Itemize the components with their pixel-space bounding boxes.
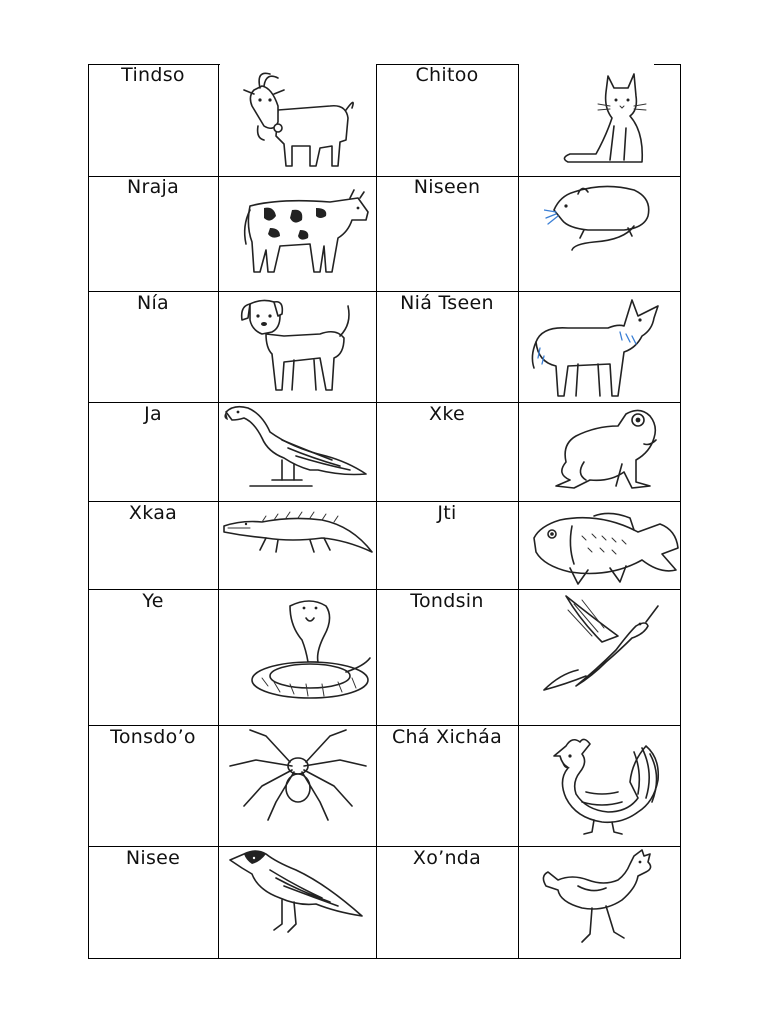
animal-name: Chitoo <box>415 64 479 86</box>
cat-icon <box>548 66 654 170</box>
fish-icon <box>530 508 680 590</box>
animal-name: Tondsin <box>410 590 484 612</box>
animal-name: Nraja <box>126 176 180 198</box>
rooster-icon <box>542 732 666 836</box>
animal-name: Ja <box>144 403 162 425</box>
grid-line <box>88 958 681 959</box>
grid-line <box>654 64 681 65</box>
spider-icon <box>226 726 370 822</box>
animal-name: Xkaa <box>128 502 178 524</box>
grid-line <box>218 64 219 959</box>
rat-icon <box>544 180 656 252</box>
dog-icon <box>236 296 360 396</box>
animal-name: Jti <box>437 502 457 524</box>
animal-name: Niá Tseen <box>400 292 494 314</box>
animal-name: Xo’nda <box>412 847 482 869</box>
animal-name: Ye <box>142 590 164 612</box>
frog-icon <box>546 404 666 494</box>
animal-name: Tonsdo’o <box>110 726 196 748</box>
eagle-icon <box>222 404 368 492</box>
hen-icon <box>538 846 662 950</box>
crocodile-icon <box>222 506 376 562</box>
animal-name: Xke <box>429 403 465 425</box>
goat-icon <box>234 66 364 172</box>
cow-icon <box>240 186 374 278</box>
sparrow-icon <box>226 846 366 936</box>
animal-name: Nía <box>136 292 170 314</box>
cobra-icon <box>246 596 376 704</box>
hummingbird-icon <box>536 590 660 694</box>
animal-name: Chá Xicháa <box>391 726 503 748</box>
grid-line <box>518 64 519 959</box>
animal-name: Nisee <box>125 847 181 869</box>
grid-line <box>680 64 681 959</box>
animal-name: Niseen <box>413 176 481 198</box>
grid-line <box>376 64 377 959</box>
wolf-icon <box>528 296 668 400</box>
animal-name: Tindso <box>121 64 185 86</box>
